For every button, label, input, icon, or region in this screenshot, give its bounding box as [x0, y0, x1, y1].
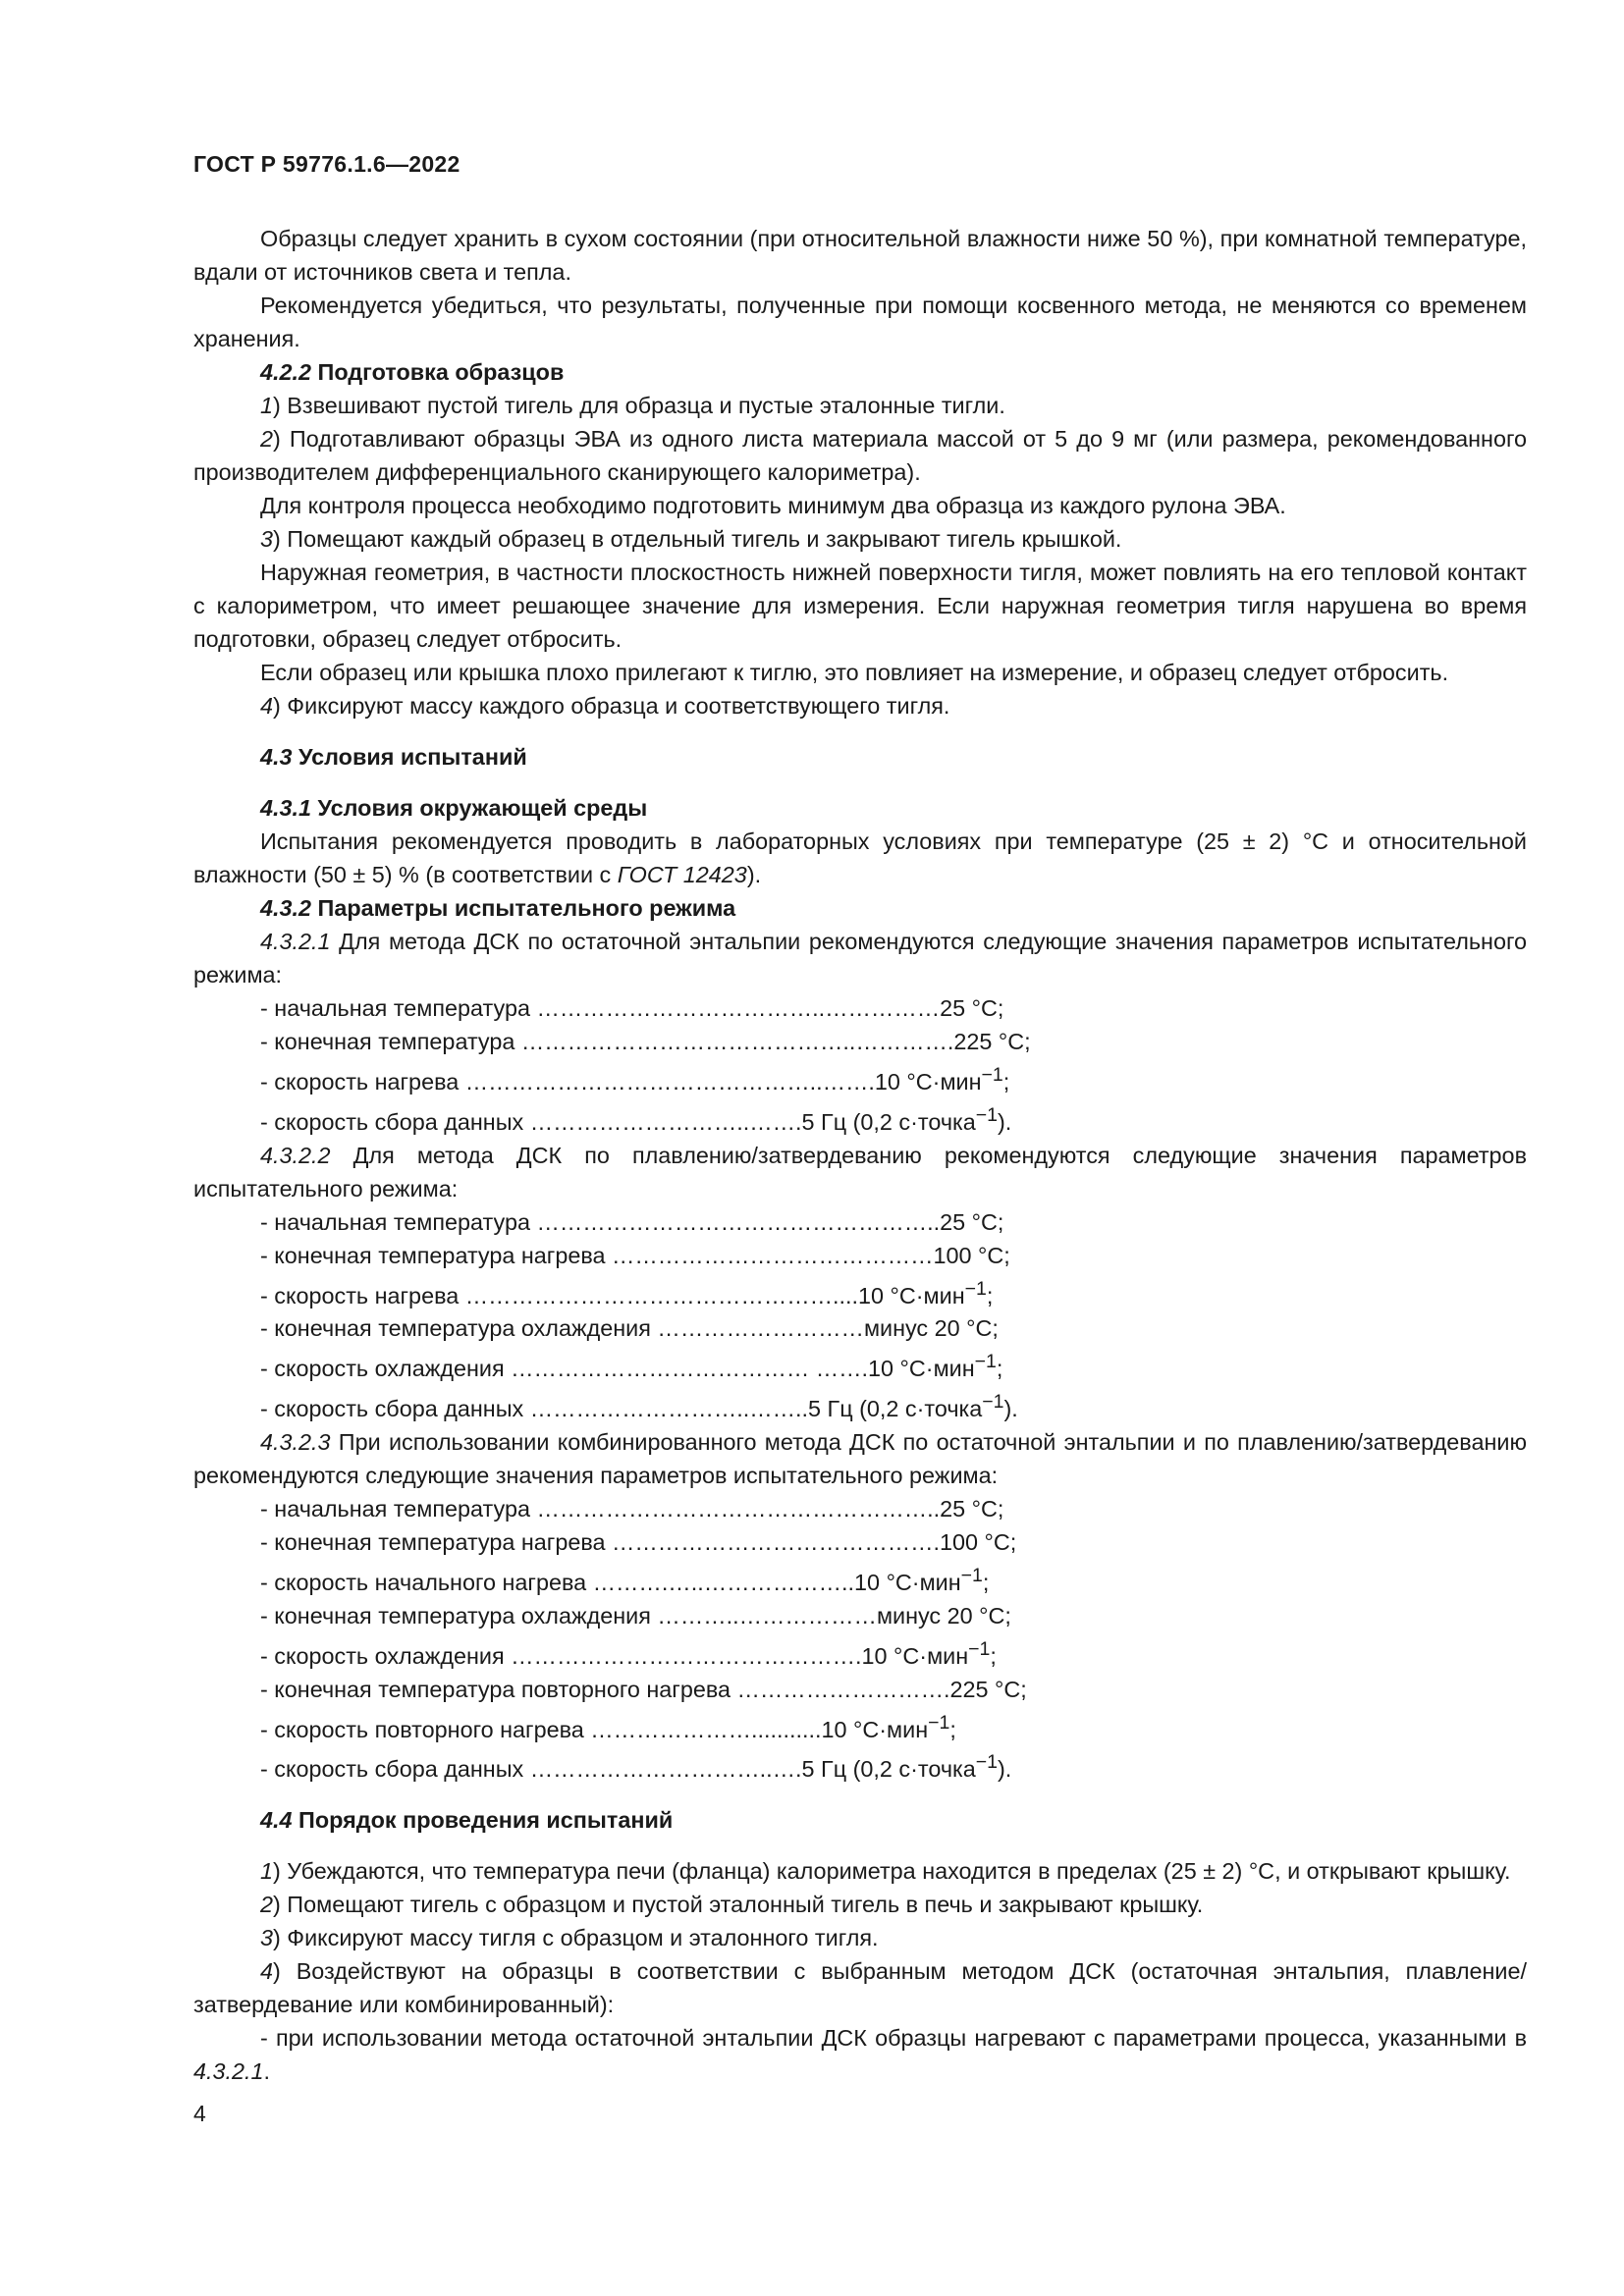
- section-title: Подготовка образцов: [311, 359, 565, 385]
- section-title: Параметры испытательного режима: [311, 895, 736, 921]
- section-number: 4.3.1: [260, 795, 312, 821]
- paragraph-environment: [193, 825, 1527, 891]
- section-number: 4.2.2: [260, 359, 312, 385]
- text: - при использовании метода остаточной энтальпии ДСК образцы нагревают с параметрами процесса, указанными в: [260, 2025, 1527, 2052]
- step-number: 4: [260, 1958, 274, 1985]
- step-text: ) Помещают каждый образец в отдельный тигель и закрывают тигель крышкой.: [273, 526, 1122, 552]
- section-title: Условия испытаний: [292, 744, 527, 770]
- list-item: - скорость нагрева …………………………………………....10 °С·мин$^{-1}$;: [260, 1277, 994, 1308]
- parameter-list-melting: [193, 1205, 1527, 1425]
- list-item: - начальная температура ……………………………………………..25 °С;: [260, 1495, 1004, 1522]
- list-item: - скорость сбора данных ………………………..…….5 Гц (0,2 с·точка$^{-1}$).: [260, 1103, 1012, 1135]
- step-number: 1: [260, 393, 274, 418]
- list-item: - скорость начального нагрева ……….…..………………..10 °С·мин$^{-1}$;: [260, 1564, 990, 1595]
- heading-4-3-2: [193, 891, 1527, 925]
- list-item: - начальная температура ………………………………..……………25 °С;: [260, 995, 1004, 1021]
- list-item: - скорость нагрева ………………………………………..…….10 °С·мин$^{-1}$;: [260, 1064, 1010, 1095]
- clause-reference: 4.3.2.1: [193, 2058, 264, 2085]
- procedure-step-3: [193, 1921, 1527, 1954]
- step-text: ) Фиксируют массу каждого образца и соответствующего тигля.: [273, 693, 950, 719]
- page-number: 4: [193, 2101, 206, 2126]
- document-code-header: ГОСТ Р 59776.1.6—2022: [193, 151, 460, 177]
- page-body: [193, 222, 1527, 2088]
- clause-number: 4.3.2.1: [260, 929, 331, 954]
- paragraph-storage-check: Рекомендуется убедиться, что результаты, полученные при помощи косвенного метода, не меняются со временем хранения.: [193, 293, 1527, 351]
- clause-text: Для метода ДСК по остаточной энтальпии рекомендуются следующие значения параметров испытательного режима:: [193, 929, 1527, 988]
- clause-text: Для метода ДСК по плавлению/затвердеванию рекомендуются следующие значения параметров испытательного режима:: [193, 1142, 1527, 1201]
- step-number: 4: [260, 693, 274, 719]
- paragraph-4-3-2-1: [193, 925, 1527, 991]
- section-title: Условия окружающей среды: [311, 795, 648, 821]
- list-item: - скорость повторного нагрева …………………...........10 °С·мин$^{-1}$;: [260, 1711, 956, 1742]
- step-number: 2: [260, 426, 274, 452]
- list-item: - скорость охлаждения ……………………………………….10 °С·мин$^{-1}$;: [260, 1637, 997, 1669]
- step-number: 3: [260, 526, 274, 552]
- procedure-step-2: [193, 1888, 1527, 1921]
- paragraph-process-control: Для контроля процесса необходимо подготовить минимум два образца из каждого рулона ЭВА.: [260, 493, 1286, 518]
- section-title: Порядок проведения испытаний: [292, 1807, 674, 1834]
- step-text: ) Воздействуют на образцы в соответствии с выбранным методом ДСК (остаточная энтальпия, плавление/затвердевание или комбинированный):: [193, 1958, 1527, 2018]
- heading-4-3: [193, 740, 1527, 774]
- procedure-step-4: [193, 1954, 1527, 2021]
- step-3: [193, 522, 1527, 556]
- list-item: - конечная температура ……………………………………..………….225 °С;: [260, 1029, 1031, 1054]
- step-text: ) Взвешивают пустой тигель для образца и пустые эталонные тигли.: [273, 393, 1005, 418]
- list-item: - скорость сбора данных ………………………..……..5 Гц (0,2 с·точка$^{-1}$).: [260, 1391, 1018, 1421]
- step-1: [193, 389, 1527, 422]
- step-number: 3: [260, 1925, 274, 1951]
- clause-text: При использовании комбинированного метода ДСК по остаточной энтальпии и по плавлению/затвердеванию рекомендуются следующие значения параметров испытательного режима:: [193, 1428, 1527, 1488]
- list-item: - скорость охлаждения ………………………………… …….10 °С·мин$^{-1}$;: [260, 1351, 1003, 1382]
- heading-4-4: [193, 1803, 1527, 1837]
- step-text: ) Подготавливают образцы ЭВА из одного листа материала массой от 5 до 9 мг (или размера, рекомендованного производителем дифференциального сканирующего калориметра).: [193, 426, 1527, 485]
- paragraph-storage: Образцы следует хранить в сухом состоянии (при относительной влажности ниже 50 %), при комнатной температуре, вдали от источников света и тепла.: [193, 226, 1527, 285]
- list-item: - конечная температура нагрева …………………………………….100 °С;: [260, 1528, 1017, 1555]
- standard-reference: ГОСТ 12423: [617, 862, 747, 887]
- step-text: ) Фиксируют массу тигля с образцом и эталонного тигля.: [273, 1925, 879, 1951]
- heading-4-2-2: [193, 355, 1527, 389]
- step-4: [193, 689, 1527, 722]
- procedure-step-1: [193, 1854, 1527, 1888]
- text: .: [263, 2058, 271, 2085]
- clause-number: 4.3.2.2: [260, 1142, 331, 1168]
- step-text: ) Убеждаются, что температура печи (фланца) калориметра находится в пределах (25 ± 2) °С, и открывают крышку.: [273, 1858, 1511, 1885]
- paragraph-lid-fit: Если образец или крышка плохо прилегают к тиглю, это повлияет на измерение, и образец следует отбросить.: [260, 660, 1449, 685]
- parameter-list-residual-enthalpy: [193, 991, 1527, 1139]
- list-item: - конечная температура охлаждения ………..………………минус 20 °С;: [260, 1602, 1011, 1629]
- section-number: 4.3: [260, 744, 293, 770]
- parameter-list-combined: [193, 1492, 1527, 1786]
- list-item: - конечная температура повторного нагрева ……………………….225 °С;: [260, 1676, 1027, 1702]
- heading-4-3-1: [193, 791, 1527, 825]
- step-text: ) Помещают тигель с образцом и пустой эталонный тигель в печь и закрывают крышку.: [273, 1892, 1204, 1918]
- paragraph-geometry: Наружная геометрия, в частности плоскостность нижней поверхности тигля, может повлиять на его тепловой контакт с калориметром, что имеет решающее значение для измерения. Если наружная геометрия тигля нарушена во время подготовки, образец следует отбросить.: [193, 560, 1527, 652]
- step-number: 1: [260, 1858, 274, 1885]
- clause-number: 4.3.2.3: [260, 1428, 331, 1455]
- text: ).: [746, 862, 762, 887]
- list-item: - конечная температура нагрева ……………………………………100 °С;: [260, 1242, 1010, 1268]
- section-number: 4.4: [260, 1807, 293, 1834]
- step-2: [193, 422, 1527, 489]
- list-item: - начальная температура ……………………………………………..25 °С;: [260, 1208, 1004, 1235]
- list-item: - скорость сбора данных …………………………..….5 Гц (0,2 с·точка$^{-1}$).: [260, 1751, 1012, 1783]
- step-number: 2: [260, 1892, 274, 1918]
- procedure-step-4-residual: [193, 2021, 1527, 2088]
- list-item: - конечная температура охлаждения ………………………минус 20 °С;: [260, 1315, 999, 1342]
- paragraph-4-3-2-3: [193, 1425, 1527, 1492]
- section-number: 4.3.2: [260, 895, 312, 921]
- text: Испытания рекомендуется проводить в лабораторных условиях при температуре (25 ± 2) °С и относительной влажности (50 ± 5) % (в соответствии с: [193, 828, 1527, 887]
- paragraph-4-3-2-2: [193, 1139, 1527, 1205]
